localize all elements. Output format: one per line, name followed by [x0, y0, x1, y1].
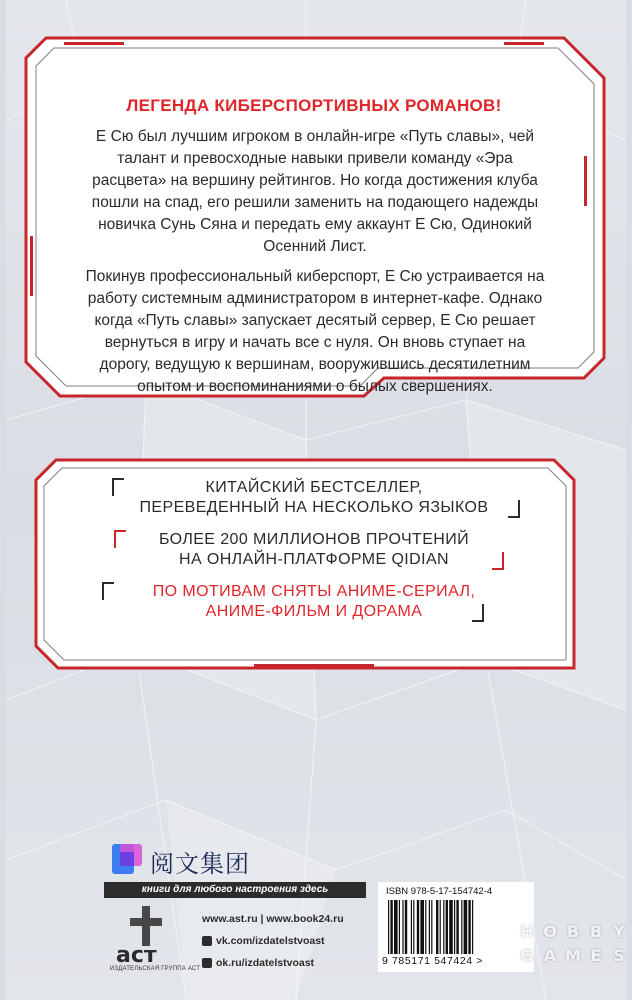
barcode-stripe — [388, 900, 389, 954]
claims-frame — [34, 458, 594, 672]
barcode-stripe — [440, 900, 441, 954]
barcode-stripe — [468, 900, 470, 954]
ok-icon — [202, 958, 212, 968]
ast-logo-icon — [112, 902, 172, 972]
barcode-stripe — [464, 900, 468, 954]
publisher-links — [202, 908, 344, 974]
bracket-open-icon — [112, 478, 124, 496]
barcode-stripe — [413, 900, 414, 954]
hobby-games-watermark — [516, 920, 626, 994]
bracket-close-icon — [492, 552, 504, 570]
ast-mark-text: аст — [116, 943, 157, 968]
barcode-stripe — [443, 900, 444, 954]
china-literature-logo-icon — [110, 842, 144, 876]
ok-link[interactable]: ok.ru/izdatelstvoast — [202, 952, 344, 974]
claim-bestseller: КИТАЙСКИЙ БЕСТСЕЛЛЕР, ПЕРЕВЕДЕННЫЙ НА НЕСКОЛЬКО ЯЗЫКОВ — [104, 478, 524, 518]
barcode-number: 9 785171 547424 > — [382, 955, 483, 967]
barcode-stripe — [436, 900, 438, 954]
watermark-letter: S — [613, 945, 625, 965]
barcode-label — [378, 882, 534, 972]
barcode-stripe — [405, 900, 407, 954]
watermark-letter: H — [520, 921, 534, 941]
watermark-letter: E — [590, 945, 602, 965]
bracket-close-icon — [472, 604, 484, 622]
vk-link[interactable]: vk.com/izdatelstvoast — [202, 930, 344, 952]
book-back-cover — [6, 0, 626, 1000]
barcode-stripe — [420, 900, 424, 954]
claim-adaptations: ПО МОТИВАМ СНЯТЫ АНИМЕ-СЕРИАЛ, АНИМЕ-ФИЛЬМ И ДОРАМА — [104, 582, 524, 622]
watermark-letter: B — [566, 921, 580, 941]
blurb-paragraph-2: Покинув профессиональный киберспорт, Е Сю устраивается на работу системным администратором в интернет-кафе. Однако когда «Путь славы» запускает десятый сервер, Е Сю решает вернуться в игру и начать все с нуля. Он вновь ступает на дорогу, ведущую к вершинам, вооружившись десятилетним опытом и воспоминаниями о былых свершениях. — [85, 268, 545, 395]
barcode-stripe — [461, 900, 462, 954]
barcode-stripe — [429, 900, 430, 954]
barcode-stripe — [411, 900, 412, 954]
bracket-close-icon — [508, 500, 520, 518]
barcode-stripe — [402, 900, 403, 954]
blurb-title: ЛЕГЕНДА КИБЕРСПОРТИВНЫХ РОМАНОВ! — [126, 96, 502, 115]
watermark-letter: M — [565, 945, 581, 965]
barcode-icon — [386, 900, 506, 954]
barcode-stripe — [431, 900, 432, 954]
barcode-stripe — [390, 900, 392, 954]
blurb-paragraph-1: Е Сю был лучшим игроком в онлайн-игре «Путь славы», чей талант и превосходные навыки привели команду «Эра расцвета» на вершину рейтингов. Но когда достижения клуба пошли на спад, его решили заменить на подающего надежды новичка Сунь Сяна и передать ему аккаунт Е Сю, Одинокий Осенний Лист. — [91, 128, 539, 255]
bracket-open-icon — [102, 582, 114, 600]
bracket-open-icon — [114, 530, 126, 548]
publisher-tagline: книги для любого настроения здесь — [104, 882, 366, 898]
watermark-letter: A — [543, 945, 557, 965]
barcode-stripe — [394, 900, 398, 954]
site-link[interactable]: www.ast.ru | www.book24.ru — [202, 913, 344, 925]
blurb-text — [80, 126, 550, 398]
vk-icon — [202, 936, 212, 946]
barcode-stripe — [454, 900, 455, 954]
ast-caption: ИЗДАТЕЛЬСКАЯ ГРУППА АСТ — [109, 966, 201, 972]
watermark-letter: O — [543, 921, 557, 941]
barcode-stripe — [417, 900, 419, 954]
publisher-logo-text: 阅文集团 — [150, 850, 250, 878]
barcode-stripe — [449, 900, 453, 954]
watermark-letter: G — [520, 945, 534, 965]
barcode-stripe — [446, 900, 448, 954]
watermark-letter: Y — [613, 921, 625, 941]
barcode-stripe — [425, 900, 426, 954]
barcode-stripe — [399, 900, 400, 954]
watermark-letter: B — [589, 921, 603, 941]
claim-readers: БОЛЕЕ 200 МИЛЛИОНОВ ПРОЧТЕНИЙ НА ОНЛАЙН-ПЛАТФОРМЕ QIDIAN — [104, 530, 524, 570]
barcode-stripe — [472, 900, 473, 954]
isbn-text: ISBN 978-5-17-154742-4 — [386, 886, 493, 897]
barcode-stripe — [456, 900, 458, 954]
blurb-frame — [24, 36, 606, 398]
